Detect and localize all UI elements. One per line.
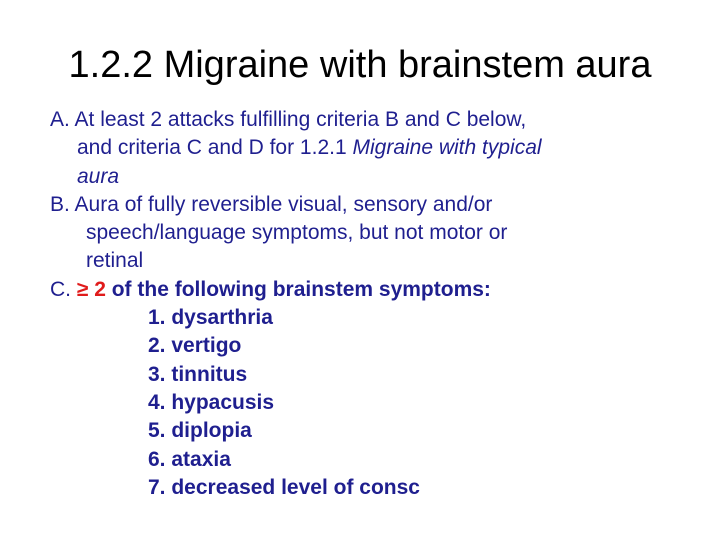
symptom-item: 6. ataxia	[148, 447, 231, 471]
symptom-item: 4. hypacusis	[148, 390, 275, 414]
criterion-a-line-3	[50, 163, 680, 191]
criterion-c-prefix: C.	[50, 277, 77, 301]
symptom-item: 3. tinnitus	[148, 362, 248, 386]
symptom-item: 2. vertigo	[148, 334, 242, 358]
criterion-b-line-2: speech/language symptoms, but not motor or	[86, 221, 508, 245]
criterion-b-line-3: retinal	[86, 249, 144, 273]
criterion-b-line-1: B. Aura of fully reversible visual, sensory and/or	[50, 192, 493, 216]
criterion-c-line-1	[50, 276, 680, 304]
criterion-c-threshold: ≥ 2	[76, 277, 106, 301]
criterion-a-text: and criteria C and D for 1.2.1	[77, 136, 353, 160]
symptom-item: 1. dysarthria	[148, 306, 273, 330]
symptom-item: 7. decreased level of consc	[148, 475, 420, 499]
criterion-a-reference-cont: aura	[77, 164, 120, 188]
criteria-list	[50, 106, 680, 502]
criterion-a-line-1: A. At least 2 attacks fulfilling criteria B and C below,	[50, 108, 527, 131]
criterion-a-line-2	[50, 134, 680, 162]
criterion-c-text: of the following brainstem symptoms:	[105, 277, 491, 301]
symptom-item: 5. diplopia	[148, 419, 252, 443]
slide-title: 1.2.2 Migraine with brainstem aura	[68, 44, 652, 86]
criterion-a-reference: Migraine with typical	[352, 136, 542, 160]
